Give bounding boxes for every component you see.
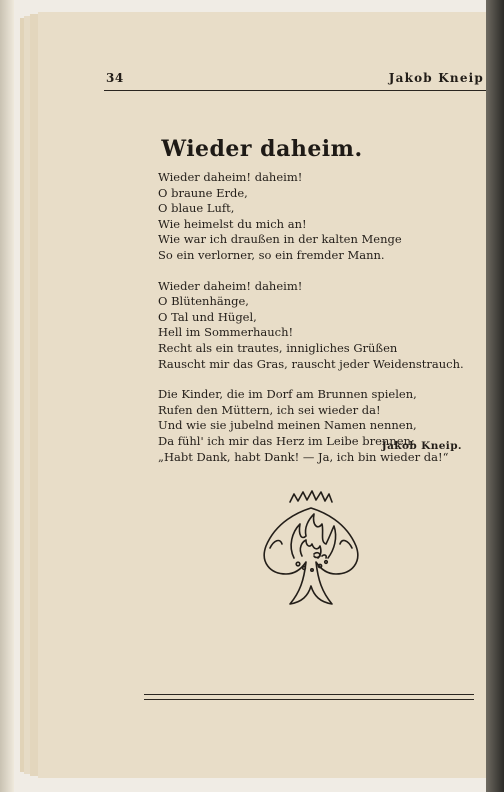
- poem-author: Jakob Kneip.: [381, 440, 462, 452]
- poem-line: Rufen den Müttern, ich sei wieder da!: [158, 402, 381, 417]
- flame-heart-ornament-icon: [258, 488, 364, 610]
- poem-body: [158, 170, 478, 480]
- poem-line: Die Kinder, die im Dorf am Brunnen spielen,: [158, 387, 417, 402]
- poem-title: Wieder daheim.: [161, 136, 363, 162]
- poem-line: Wie heimelst du mich an!: [158, 216, 307, 231]
- page-header: [104, 68, 486, 91]
- poem-line: Wieder daheim! daheim!: [158, 278, 303, 293]
- footer-rule: [144, 694, 474, 695]
- poem-line: Da fühl' ich mir das Herz im Leibe brennen:: [158, 433, 415, 448]
- poem-line: Recht als ein trautes, innigliches Grüßen: [158, 340, 398, 355]
- book-spine-shadow: [0, 0, 14, 792]
- poem-line: So ein verlorner, so ein fremder Mann.: [158, 247, 385, 262]
- stanza: [158, 279, 478, 373]
- page-number: 34: [106, 71, 124, 85]
- poem-line: „Habt Dank, habt Dank! — Ja, ich bin wieder da!“: [158, 449, 449, 464]
- book-edge-shadow: [486, 0, 504, 792]
- poem-line: Hell im Sommerhauch!: [158, 325, 294, 340]
- footer-rule: [144, 699, 474, 700]
- poem-line: Und wie sie jubelnd meinen Namen nennen,: [158, 418, 417, 433]
- stanza: [158, 170, 478, 264]
- running-head-author: Jakob Kneip: [388, 71, 484, 85]
- poem-line: O blaue Luft,: [158, 201, 235, 216]
- poem-line: Wie war ich draußen in der kalten Menge: [158, 232, 402, 247]
- poem-line: Wieder daheim! daheim!: [158, 170, 303, 184]
- poem-line: O Tal und Hügel,: [158, 309, 257, 324]
- stanza: [158, 387, 478, 465]
- poem-line: Rauscht mir das Gras, rauscht jeder Weidenstrauch.: [158, 356, 464, 371]
- poem-line: O braune Erde,: [158, 185, 248, 200]
- poem-line: O Blütenhänge,: [158, 294, 249, 309]
